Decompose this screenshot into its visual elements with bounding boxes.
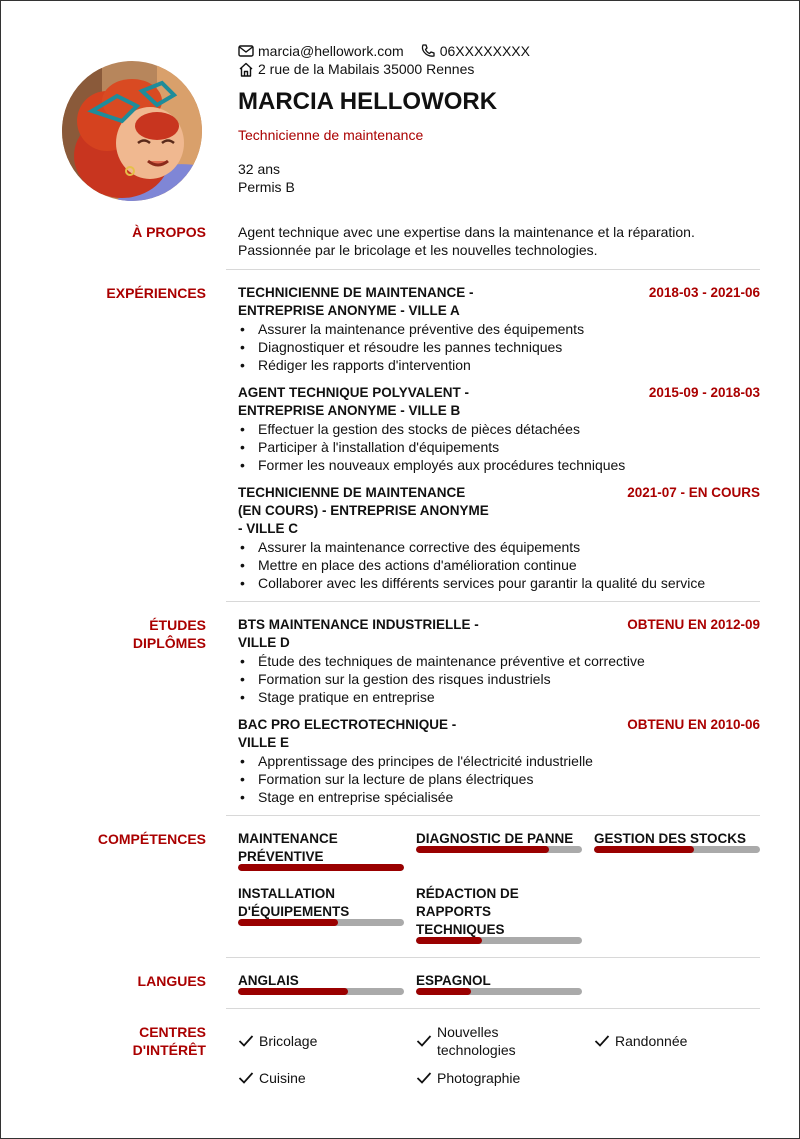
experience-tasks	[238, 320, 760, 374]
diploma-title	[238, 716, 456, 752]
mail-icon	[238, 44, 254, 58]
about-text	[238, 223, 760, 259]
experience-tasks	[238, 420, 760, 474]
candidate-name: MARCIA HELLOWORK	[238, 88, 498, 115]
experience-date: 2018-03 - 2021-06	[648, 285, 760, 300]
skill-name	[238, 885, 404, 921]
title-line: TECHNICIENNE DE MAINTENANCE	[238, 485, 466, 500]
profile-photo	[62, 61, 202, 201]
education-entry	[238, 716, 760, 806]
interest-text: Bricolage	[259, 1033, 318, 1049]
task-item: • Participer à l'installation d'équipements	[238, 438, 760, 456]
diploma-details	[238, 652, 760, 706]
title-line: TECHNICIENNE DE MAINTENANCE -	[238, 285, 474, 300]
skill-name	[416, 885, 582, 939]
experience-title	[238, 484, 489, 538]
language-level-fill	[416, 988, 471, 995]
about-line: Agent technique avec une expertise dans la maintenance et la réparation.	[238, 224, 695, 240]
diploma-title	[238, 616, 479, 652]
name-line: DIAGNOSTIC DE PANNE	[416, 831, 574, 846]
languages-label: LANGUES	[137, 973, 206, 989]
skill-name	[238, 830, 404, 866]
skill-level-bar	[416, 846, 582, 853]
section-divider	[226, 601, 760, 602]
name-line: D'ÉQUIPEMENTS	[238, 904, 350, 919]
title-line: (EN COURS) - ENTREPRISE ANONYME	[238, 503, 489, 518]
skill-level-fill	[238, 864, 404, 871]
interest-text: Nouvelles	[437, 1024, 499, 1040]
phone-item	[420, 42, 530, 60]
diploma-date: OBTENU EN 2010-06	[627, 717, 760, 732]
skill-item	[238, 885, 404, 927]
address-item	[238, 60, 474, 78]
label-line: CENTRES	[139, 1024, 206, 1040]
task-item: • Former les nouveaux employés aux procédures techniques	[238, 456, 760, 474]
interest-item	[238, 1069, 306, 1087]
section-divider	[226, 815, 760, 816]
skill-item	[416, 885, 582, 945]
skill-level-fill	[416, 846, 549, 853]
section-divider	[226, 957, 760, 958]
title-line: BTS MAINTENANCE INDUSTRIELLE -	[238, 617, 479, 632]
language-level-bar	[238, 988, 404, 995]
detail-item: • Stage en entreprise spécialisée	[238, 788, 760, 806]
interest-text: Cuisine	[259, 1070, 306, 1086]
title-line: VILLE E	[238, 735, 290, 750]
address-text: 2 rue de la Mabilais 35000 Rennes	[258, 61, 475, 77]
detail-item: • Étude des techniques de maintenance préventive et corrective	[238, 652, 760, 670]
check-icon	[416, 1034, 432, 1048]
experience-entry	[238, 384, 760, 474]
experience-tasks	[238, 538, 760, 592]
check-icon	[238, 1034, 254, 1048]
interest-item	[238, 1023, 317, 1059]
name-line: RÉDACTION DE	[416, 886, 519, 901]
language-name: ESPAGNOL	[416, 973, 491, 988]
skill-item	[238, 830, 404, 872]
skill-level-fill	[594, 846, 694, 853]
task-item: • Diagnostiquer et résoudre les pannes techniques	[238, 338, 760, 356]
experience-entry	[238, 284, 760, 374]
title-line: - VILLE C	[238, 521, 298, 536]
skill-item	[416, 830, 582, 854]
phone-icon	[420, 43, 436, 59]
skill-level-fill	[238, 919, 338, 926]
detail-item: • Stage pratique en entreprise	[238, 688, 760, 706]
interest-item	[416, 1023, 516, 1059]
experience-title	[238, 284, 474, 320]
email-item	[238, 42, 404, 60]
experience-date: 2015-09 - 2018-03	[648, 385, 760, 400]
task-item: • Mettre en place des actions d'amélioration continue	[238, 556, 760, 574]
name-line: MAINTENANCE	[238, 831, 338, 846]
education-entry	[238, 616, 760, 706]
name-line: INSTALLATION	[238, 886, 335, 901]
detail-item: • Apprentissage des principes de l'électricité industrielle	[238, 752, 760, 770]
experience-date: 2021-07 - EN COURS	[627, 485, 760, 500]
label-line: D'INTÉRÊT	[132, 1042, 206, 1058]
title-line: ENTREPRISE ANONYME - VILLE B	[238, 403, 461, 418]
skill-level-bar	[594, 846, 760, 853]
personal-info	[238, 160, 295, 196]
name-line: PRÉVENTIVE	[238, 849, 324, 864]
check-icon	[594, 1034, 610, 1048]
about-line: Passionnée par le bricolage et les nouvelles technologies.	[238, 242, 598, 258]
language-item	[238, 972, 404, 996]
language-item	[416, 972, 582, 996]
email-text: marcia@hellowork.com	[258, 43, 404, 59]
interest-text: technologies	[437, 1042, 516, 1058]
check-icon	[416, 1071, 432, 1085]
title-line: ENTREPRISE ANONYME - VILLE A	[238, 303, 460, 318]
skill-level-fill	[416, 937, 482, 944]
task-item: • Effectuer la gestion des stocks de pièces détachées	[238, 420, 760, 438]
name-line: GESTION DES STOCKS	[594, 831, 747, 846]
detail-item: • Formation sur la lecture de plans électriques	[238, 770, 760, 788]
job-title: Technicienne de maintenance	[238, 127, 424, 143]
interests-label	[1, 1023, 206, 1059]
diploma-details	[238, 752, 760, 806]
contact-block	[238, 42, 546, 78]
check-icon	[238, 1071, 254, 1085]
task-item: • Collaborer avec les différents services pour garantir la qualité du service	[238, 574, 760, 592]
language-level-bar	[416, 988, 582, 995]
skill-level-bar	[238, 919, 404, 926]
section-divider	[226, 269, 760, 270]
skill-item	[594, 830, 760, 854]
driving-license: Permis B	[238, 179, 295, 195]
home-icon	[238, 62, 254, 77]
task-item: • Assurer la maintenance corrective des équipements	[238, 538, 760, 556]
interest-text: Randonnée	[615, 1033, 688, 1049]
experience-entry	[238, 484, 760, 592]
experience-title	[238, 384, 469, 420]
label-line: ÉTUDES	[149, 617, 206, 633]
language-name: ANGLAIS	[238, 973, 299, 988]
education-label	[1, 616, 206, 652]
title-line: BAC PRO ELECTROTECHNIQUE -	[238, 717, 457, 732]
task-item: • Assurer la maintenance préventive des équipements	[238, 320, 760, 338]
name-line: TECHNIQUES	[416, 922, 505, 937]
detail-item: • Formation sur la gestion des risques industriels	[238, 670, 760, 688]
experiences-label: EXPÉRIENCES	[106, 285, 206, 301]
section-divider	[226, 1008, 760, 1009]
phone-text: 06XXXXXXXX	[439, 43, 530, 59]
language-level-fill	[238, 988, 348, 995]
age: 32 ans	[238, 161, 281, 177]
skills-label: COMPÉTENCES	[97, 831, 206, 847]
label-line: DIPLÔMES	[132, 635, 206, 651]
name-line: RAPPORTS	[416, 904, 492, 919]
skill-level-bar	[416, 937, 582, 944]
interest-text: Photographie	[437, 1070, 521, 1086]
about-label: À PROPOS	[132, 224, 206, 240]
interest-item	[594, 1023, 687, 1059]
diploma-date: OBTENU EN 2012-09	[627, 617, 760, 632]
task-item: • Rédiger les rapports d'intervention	[238, 356, 760, 374]
skill-level-bar	[238, 864, 404, 871]
title-line: VILLE D	[238, 635, 290, 650]
interest-item	[416, 1069, 520, 1087]
title-line: AGENT TECHNIQUE POLYVALENT -	[238, 385, 470, 400]
